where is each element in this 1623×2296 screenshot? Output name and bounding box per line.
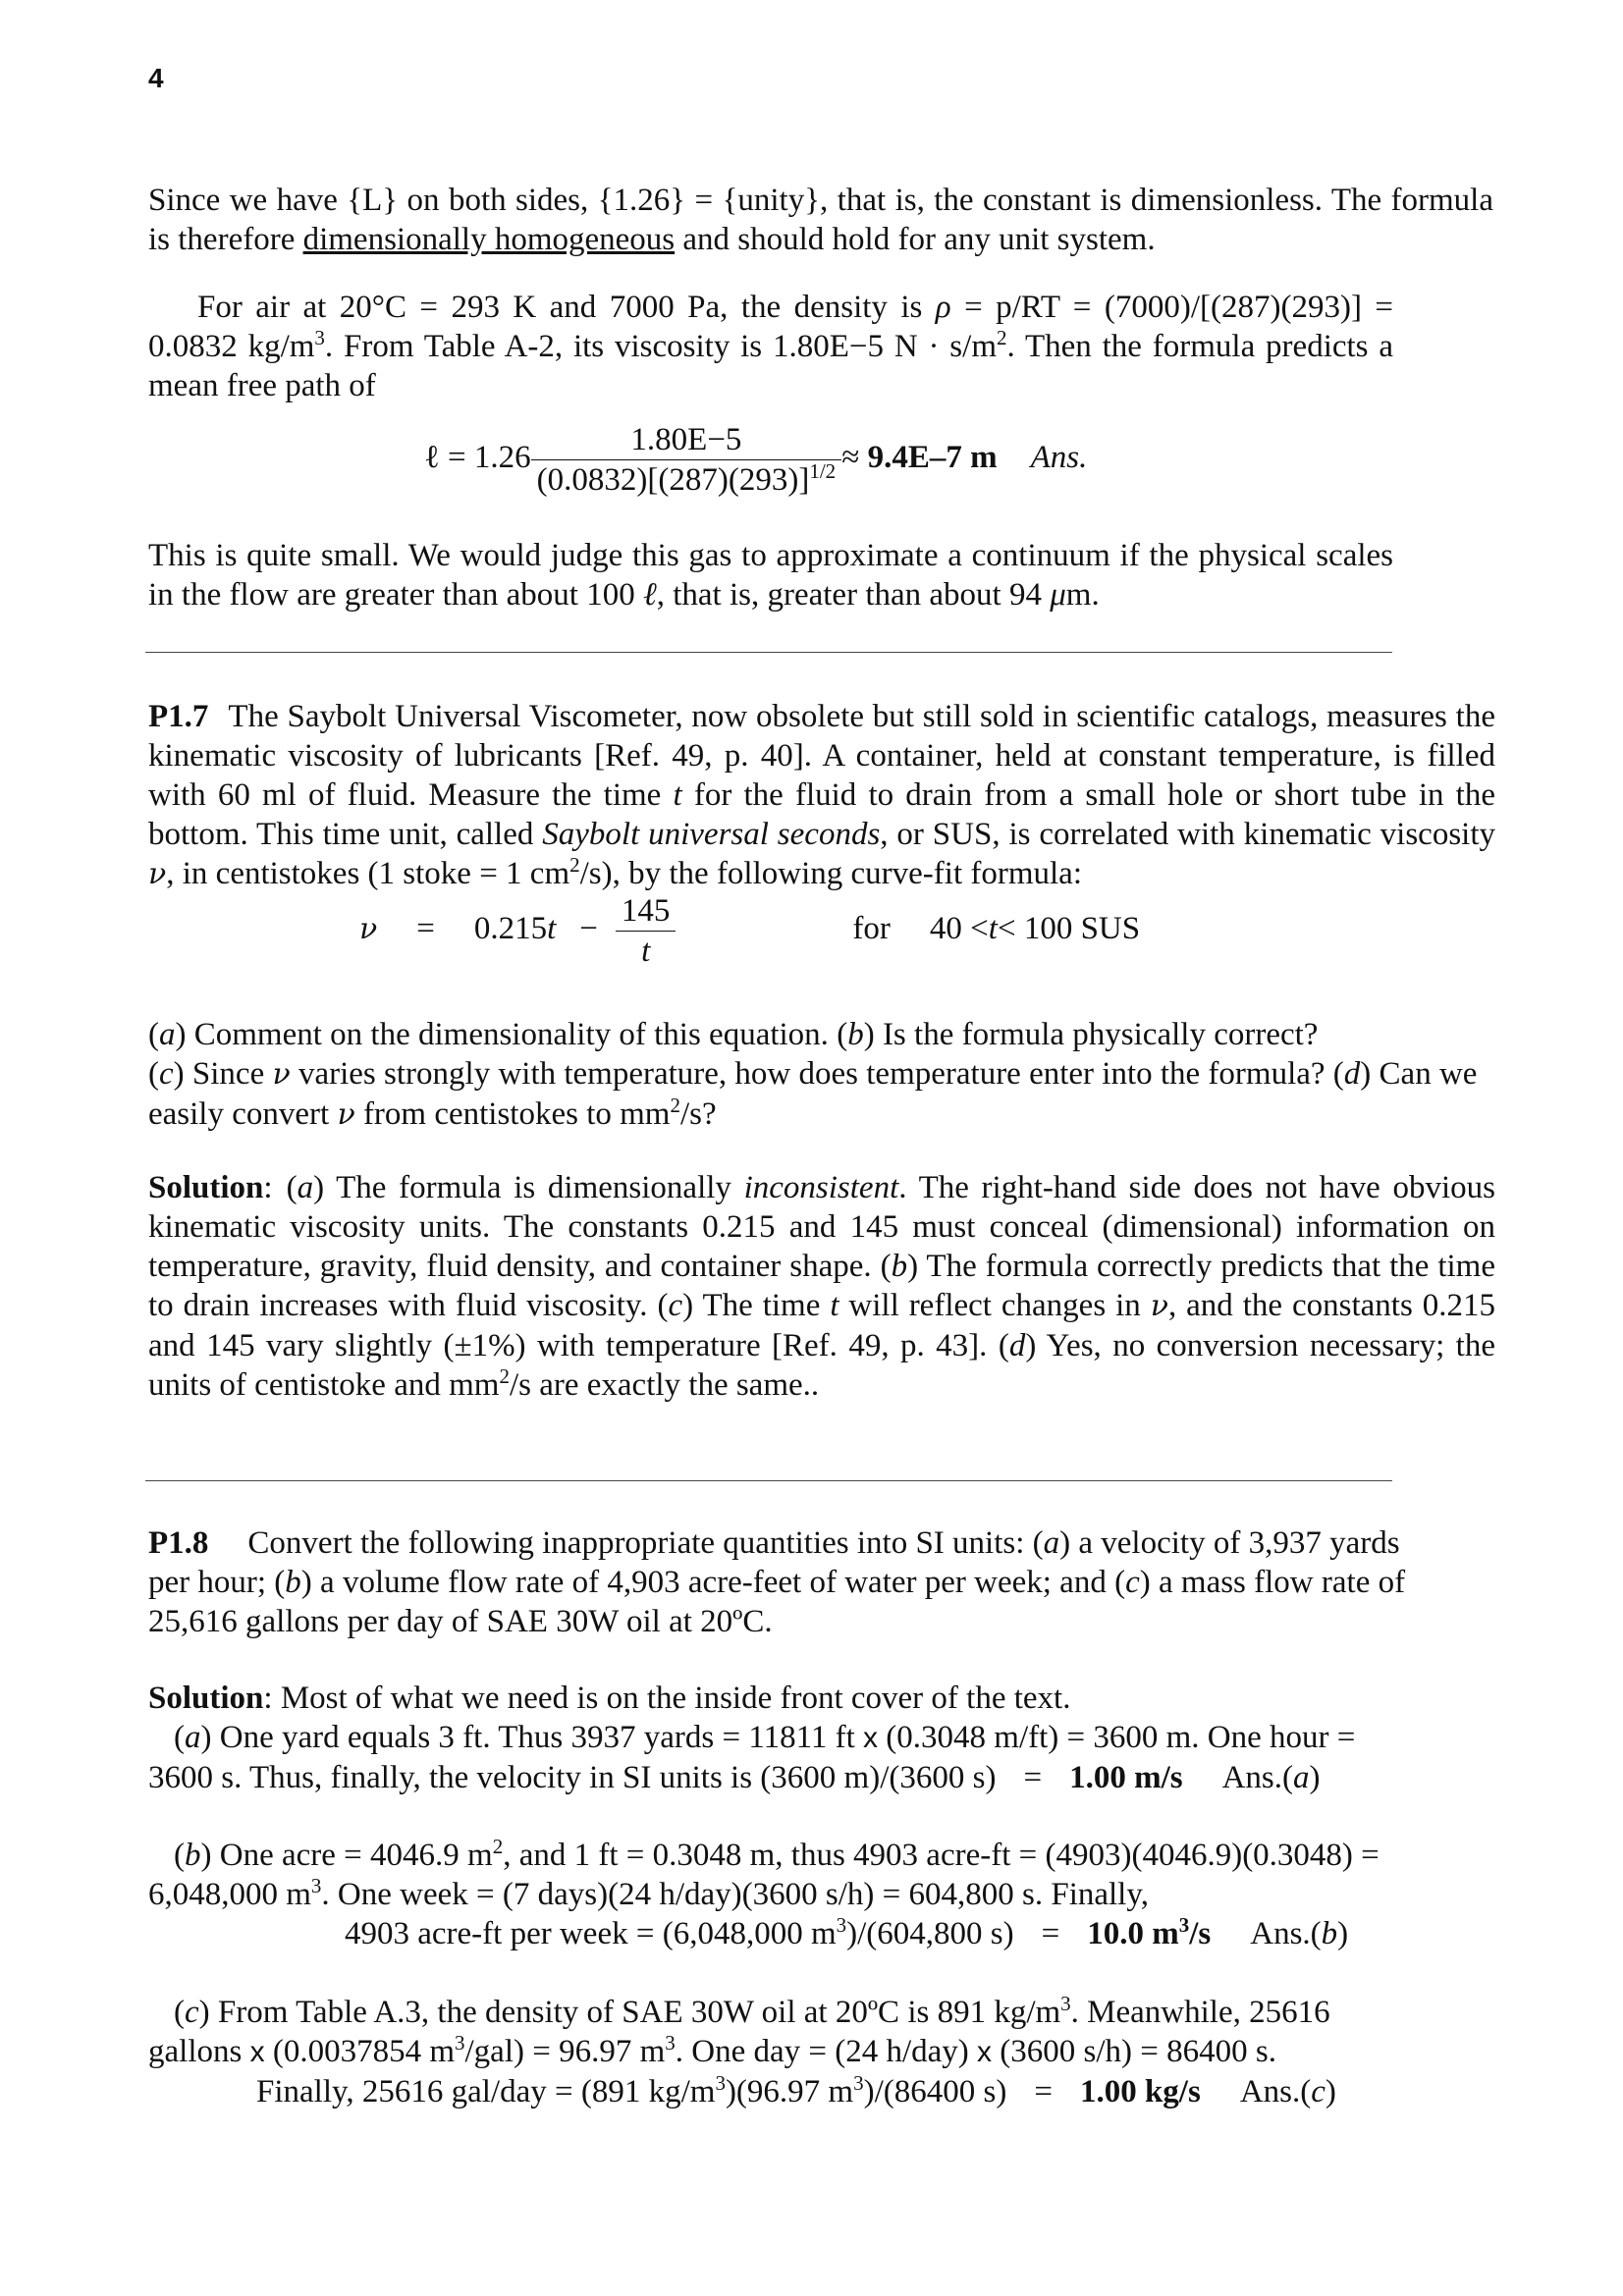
fraction: $\frac{145}{t}$ xyxy=(616,891,676,971)
solution-label: Solution xyxy=(148,1170,264,1205)
saybolt-formula: ν = 0.215t − $\frac{145}{t}$ for 40 <t< 100 SUS xyxy=(359,893,1141,969)
solution-label: Solution xyxy=(148,1681,264,1716)
p17-solution: Solution: (a) The formula is dimensionally inconsistent. The right-hand side does not have obvious kinematic viscosity units. The constants 0.215 and 145 must conceal (dimensional) information on temperature, gravity, fluid density, and container shape. (b) The formula correctly predicts that the time to drain increases with fluid viscosity. (c) The time t will reflect changes in ν, and the constants 0.215 and 145 vary slightly (±1%) with temperature [Ref. 49, p. 43]. (d) Yes, no conversion necessary; the units of centistoke and $mm^2/s$ are exactly the same.. xyxy=(148,1170,1495,1403)
fraction: $\frac{1.80E-5}{(0.0832)[(287)(293)]^{1/2}}$ xyxy=(531,420,842,500)
divider xyxy=(145,652,1392,653)
page-number: 4 xyxy=(148,63,164,93)
p18-part-c: (c) From Table A.3, the density of SAE 30W oil at 20ºC is 891 $kg/m^3$. Meanwhile, 25616 gallons x (0.0037854 $m^3/gal) = 96.97$ $m^3$. One day = (24 h/day) x (3600 s/h) = 86400 s. Finally, 25616 gal/day = (891 $kg/m^3)(96.97$ $m^3)/(86400$ s) = 1.00 kg/s Ans.(c) xyxy=(148,1992,1336,2109)
p16-paragraph-2: For air at 20°C = 293 K and 7000 Pa, the density is ρ = p/RT = (7000)/[(287)(293)] = 0.0832 $kg/m^3$. From Table A-2, its viscosity is 1.80E−5 $N \cdot s/m^2$. Then the formula predicts a mean free path of xyxy=(148,290,1393,403)
p18-solution-intro: Solution: Most of what we need is on the inside front cover of the text. xyxy=(148,1681,1071,1716)
problem-label: P1.7 xyxy=(148,699,209,734)
result-velocity: 1.00 m/s xyxy=(1069,1760,1183,1795)
result-flow-rate: 10.0 $m^3/s$ xyxy=(1087,1913,1212,1951)
divider xyxy=(145,1480,1392,1481)
p17-questions: (a) Comment on the dimensionality of this equation. (b) Is the formula physically correct? (c) Since ν varies strongly with temperature, how does temperature enter into the formula? (d) Can we easily convert ν from centistokes to $mm^2/s$? xyxy=(148,1017,1478,1132)
problem-label: P1.8 xyxy=(148,1525,209,1561)
p18-part-b: (b) One acre = 4046.9 $m^2$, and 1 ft = 0.3048 m, thus 4903 acre-ft = (4903)(4046.9)(0.3048) = 6,048,000 $m^3$. One week = (7 days)(24 h/day)(3600 s/h) = 604,800 s. Finally, 4903 acre-ft per week = (6,048,000 $m^3)/(604,800$ s) = 10.0 $m^3/s$ Ans.(b) xyxy=(148,1835,1380,1951)
result-mass-flow: 1.00 kg/s xyxy=(1079,2074,1201,2109)
p16-paragraph-3: This is quite small. We would judge this gas to approximate a continuum if the physical scales in the flow are greater than about 100 ℓ, that is, greater than about 94 μm. xyxy=(148,538,1393,613)
p18-statement: P1.8 Convert the following inappropriate quantities into SI units: (a) a velocity of 3,937 yards per hour; (b) a volume flow rate of 4,903 acre-feet of water per week; and (c) a mass flow rate of 25,616 gallons per day of SAE 30W oil at 20ºC. xyxy=(148,1525,1406,1639)
mean-free-path-equation: ℓ = 1.26 $\frac{1.80E-5}{(0.0832)[(287)(293)]^{1/2}}$ ≈ 9.4E–7 m Ans. xyxy=(424,422,1088,498)
p16-paragraph-1: Since we have {L} on both sides, {1.26} = {unity}, that is, the constant is dimensionless. The formula is therefore dimensionally homogeneous and should hold for any unit system. xyxy=(148,183,1493,257)
p17-statement: P1.7 The Saybolt Universal Viscometer, now obsolete but still sold in scientific catalogs, measures the kinematic viscosity of lubricants [Ref. 49, p. 40]. A container, held at constant temperature, is filled with 60 ml of fluid. Measure the time t for the fluid to drain from a small hole or short tube in the bottom. This time unit, called Saybolt universal seconds, or SUS, is correlated with kinematic viscosity ν, in centistokes (1 stoke = 1 $cm^2/s$), by the following curve-fit formula: xyxy=(148,699,1496,891)
rho-symbol: ρ xyxy=(935,290,951,325)
underlined-term: dimensionally homogeneous xyxy=(302,222,676,257)
p18-part-a: (a) One yard equals 3 ft. Thus 3937 yards = 11811 ft x (0.3048 m/ft) = 3600 m. One hour = 3600 s. Thus, finally, the velocity in SI units is (3600 m)/(3600 s) = 1.00 m/s Ans.(a) xyxy=(148,1720,1356,1795)
equation-result: 9.4E–7 m xyxy=(867,440,998,476)
